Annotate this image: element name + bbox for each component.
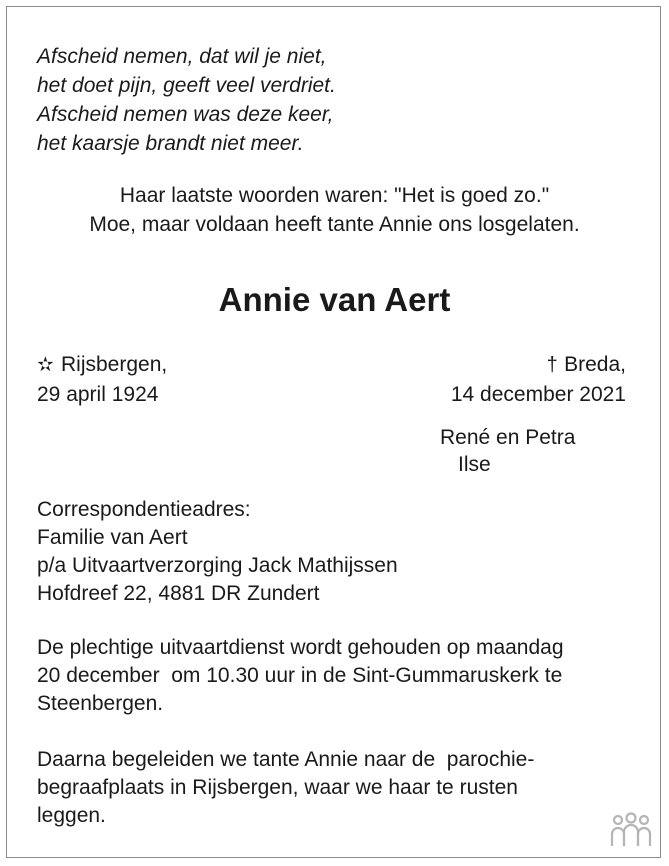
birth-place: Rijsbergen, <box>61 353 168 376</box>
service-line: De plechtige uitvaartdienst wordt gehouden op maandag <box>37 636 564 659</box>
address-line: p/a Uitvaartverzorging Jack Mathijssen <box>37 554 398 577</box>
burial-line: Daarna begeleiden we tante Annie naar de parochie- <box>37 748 535 771</box>
family-signatories <box>440 424 575 478</box>
correspondence-address <box>37 496 398 608</box>
address-line: Correspondentieadres: <box>37 498 251 521</box>
poem-line: Afscheid nemen was deze keer, <box>37 103 334 126</box>
death-place: Breda, <box>564 353 626 376</box>
death-date: 14 december 2021 <box>450 383 626 406</box>
quote-line: Haar laatste woorden waren: "Het is goed zo." <box>119 184 550 207</box>
quote-line: Moe, maar voldaan heeft tante Annie ons losgelaten. <box>89 213 580 236</box>
death-info <box>451 350 626 409</box>
birth-info <box>37 350 167 409</box>
burial-line: leggen. <box>37 804 106 827</box>
star-icon: ✫ <box>37 354 54 376</box>
family-line: Ilse <box>458 453 491 476</box>
poem <box>37 42 336 158</box>
deceased-name: Annie van Aert <box>218 281 451 318</box>
last-words-quote <box>0 181 669 239</box>
family-line: René en Petra <box>440 426 576 449</box>
birth-date: 29 april 1924 <box>37 383 159 406</box>
address-line: Familie van Aert <box>37 526 188 549</box>
burial-line: begraafplaats in Rijsbergen, waar we haar te rusten <box>37 776 518 799</box>
poem-line: het doet pijn, geeft veel verdriet. <box>37 74 336 97</box>
service-line: 20 december om 10.30 uur in de Sint-Gummaruskerk te <box>37 664 563 687</box>
address-line: Hofdreef 22, 4881 DR Zundert <box>37 582 320 605</box>
burial-info <box>37 746 534 830</box>
family-people-icon <box>609 812 653 848</box>
service-info <box>37 634 564 718</box>
poem-line: het kaarsje brandt niet meer. <box>37 132 304 155</box>
poem-line: Afscheid nemen, dat wil je niet, <box>37 45 327 68</box>
service-line: Steenbergen. <box>37 692 164 715</box>
cross-icon: † <box>546 354 558 376</box>
